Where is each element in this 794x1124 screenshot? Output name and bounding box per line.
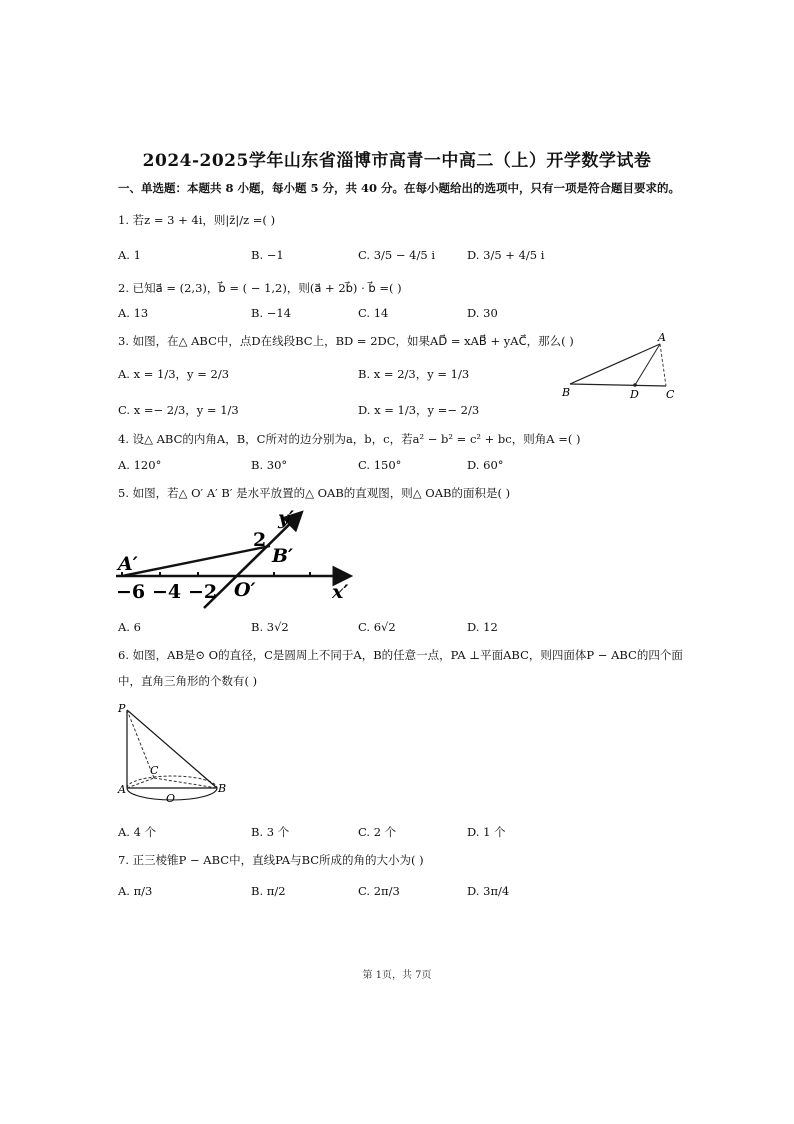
question-2-option-c[interactable]: C. 14 [358,306,389,320]
fig5-label-2: 2 [253,529,267,551]
question-1-stem: 1. 若z = 3 + 4i，则|z̄|/z =( ) [118,213,276,227]
question-6-stem-line2: 中，直角三角形的个数有( ) [118,674,258,688]
question-6-stem-line1: 6. 如图，AB是⊙ O的直径，C是圆周上不同于A，B的任意一点，PA ⊥平面ABC，则四面体P − ABC的四个面 [118,648,683,662]
question-5-option-a[interactable]: A. 6 [118,620,141,634]
page-footer: 第 1页，共 7页 [362,970,432,981]
fig6-label-a: A [118,783,126,796]
question-3-option-d[interactable]: D. x = 1/3，y =− 2/3 [358,403,480,417]
fig3-segment-ac [660,344,666,386]
question-7-option-c[interactable]: C. 2π/3 [358,884,400,898]
question-6-option-b[interactable]: B. 3 个 [251,825,290,839]
question-4-option-c[interactable]: C. 150° [358,458,402,472]
page-title: 2024-2025学年山东省淄博市高青一中高二（上）开学数学试卷 [142,151,652,171]
question-1-option-b[interactable]: B. −1 [251,248,284,262]
fig5-segment-ab [122,546,270,576]
fig6-label-p: P [118,702,126,715]
fig3-segment-ab [570,344,660,384]
fig5-tick-label: −2 [188,581,218,603]
question-1-option-a[interactable]: A. 1 [118,248,141,262]
question-4-option-b[interactable]: B. 30° [251,458,288,472]
question-3-option-a[interactable]: A. x = 1/3，y = 2/3 [118,367,230,381]
question-3-option-c[interactable]: C. x =− 2/3，y = 1/3 [118,403,239,417]
fig5-tick-label: −6 [116,581,146,603]
figure-oblique-axes [112,500,362,612]
question-4-stem: 4. 设△ ABC的内角A，B，C所对的边分别为a，b，c，若a² − b² = c² + bc，则角A =( ) [118,432,581,446]
figure-triangle-abc [560,330,690,402]
question-3-stem: 3. 如图，在△ ABC中，点D在线段BC上，BD = 2DC，如果AD⃗ = xAB⃗ + yAC⃗，那么( ) [118,334,574,348]
question-7-option-a[interactable]: A. π/3 [118,884,153,898]
fig5-tick-label: −4 [152,581,182,603]
fig3-label-b: B [562,386,571,399]
section-heading-single-choice: 一、单选题：本题共 8 小题，每小题 5 分，共 40 分。在每小题给出的选项中，只有一项是符合题目要求的。 [118,181,681,195]
question-2-option-a[interactable]: A. 13 [118,306,149,320]
question-2-stem: 2. 已知a⃗ = (2,3)，b⃗ = ( − 1,2)，则(a⃗ + 2b⃗) · b⃗ =( ) [118,281,402,295]
fig6-label-c: C [150,764,159,777]
fig5-label-y: y′ [278,507,295,529]
question-3-option-b[interactable]: B. x = 2/3，y = 1/3 [358,367,470,381]
fig3-label-a: A [658,331,666,344]
question-2-option-b[interactable]: B. −14 [251,306,292,320]
question-4-option-d[interactable]: D. 60° [467,458,504,472]
question-5-option-c[interactable]: C. 6√2 [358,620,396,634]
question-7-option-d[interactable]: D. 3π/4 [467,884,510,898]
fig3-label-d: D [630,388,639,401]
question-6-option-a[interactable]: A. 4 个 [118,825,157,839]
fig5-label-o: O′ [234,579,256,601]
fig5-label-b: B′ [272,545,294,567]
question-5-option-d[interactable]: D. 12 [467,620,498,634]
question-5-option-b[interactable]: B. 3√2 [251,620,289,634]
question-1-option-c[interactable]: C. 3/5 − 4/5 i [358,248,435,262]
question-7-option-b[interactable]: B. π/2 [251,884,286,898]
fig3-segment-bc [570,384,666,386]
fig3-point-d [633,383,637,387]
question-2-option-d[interactable]: D. 30 [467,306,498,320]
fig6-label-b: B [218,782,227,795]
question-7-stem: 7. 正三棱锥P − ABC中，直线PA与BC所成的角的大小为( ) [118,853,424,867]
fig5-label-x: x′ [332,581,349,603]
fig5-label-a: A′ [118,553,138,575]
fig6-label-o: O [166,792,176,805]
fig3-label-c: C [666,388,675,401]
question-6-option-c[interactable]: C. 2 个 [358,825,397,839]
question-6-option-d[interactable]: D. 1 个 [467,825,506,839]
figure-tetrahedron [112,700,232,808]
question-5-stem: 5. 如图，若△ O′ A′ B′ 是水平放置的△ OAB的直观图，则△ OAB的面积是( ) [118,486,511,500]
question-4-option-a[interactable]: A. 120° [118,458,162,472]
question-1-option-d[interactable]: D. 3/5 + 4/5 i [467,248,545,262]
